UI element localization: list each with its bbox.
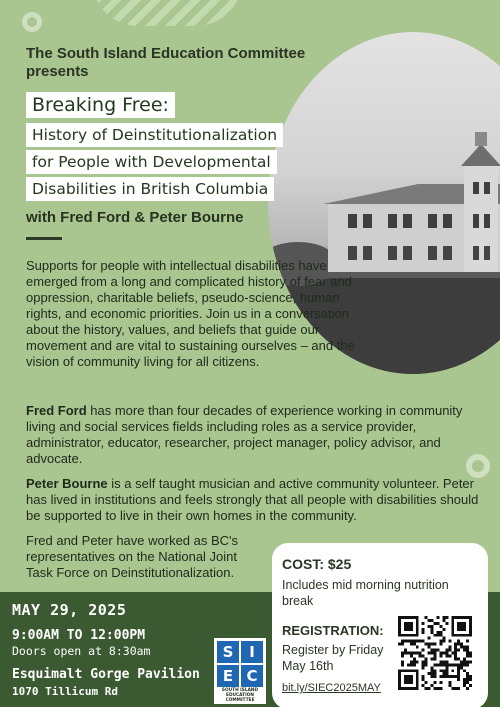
logo-letter-s: S [217,641,239,663]
logo-letter-e: E [217,665,239,687]
doors-open: Doors open at 8:30am [12,644,151,658]
fred-name: Fred Ford [26,403,87,418]
registration-link[interactable]: bit.ly/SIEC2025MAY [282,682,381,694]
event-time: 9:00AM TO 12:00PM [12,628,146,643]
logo-letter-c: C [241,665,263,687]
fred-bio: has more than four decades of experience working in community living and social services fields including roles as a service provider, administrator, educator, researcher, project manager, policy advisor, and advocate. [26,403,463,466]
qr-code-icon[interactable] [398,616,472,690]
registration-heading: REGISTRATION: [282,623,384,638]
peter-name: Peter Bourne [26,476,108,491]
register-by: Register by Friday May 16th [282,643,384,673]
presenter-line: The South Island Education Committee presents [26,45,306,80]
divider [26,237,62,240]
title-line-1: Breaking Free: [26,92,175,118]
logo-caption: SOUTH ISLAND EDUCATION COMMITTEE [221,688,259,703]
event-address: 1070 Tillicum Rd [12,685,118,698]
event-date: MAY 29, 2025 [12,601,127,619]
title-line-3: for People with Developmental [26,150,277,174]
peter-bio: is a self taught musician and active community volunteer. Peter has lived in institutions and feels strongly that all people with disabilities should be supported to live in their own homes in the community. [26,476,479,523]
striped-decoration [92,0,242,26]
ring-decoration-top [22,12,42,32]
event-venue: Esquimalt Gorge Pavilion [12,667,200,682]
peter-bio-paragraph [26,476,496,524]
intro-paragraph: Supports for people with intellectual disabilities have emerged from a long and complicated history of fear and oppression, charitable beliefs, pseudo-science, human rights, and economic priorities. Join us in a conversation about the history, values, and beliefs that guide our movement and are vital to sustaining ourselves – and the vision of community living for all citizens. [26,258,355,369]
title-line-2: History of Deinstitutionalization [26,123,283,147]
logo-letter-i: I [241,641,263,663]
cost-label: COST: $25 [282,556,352,572]
title-line-4: Disabilities in British Columbia [26,177,274,201]
speakers-line: with Fred Ford & Peter Bourne [26,209,244,226]
cost-includes: Includes mid morning nutrition break [282,578,449,608]
joint-paragraph: Fred and Peter have worked as BC's representatives on the National Joint Task Force on Deinstitutionalization. [26,533,239,580]
fred-bio-paragraph [26,403,486,467]
